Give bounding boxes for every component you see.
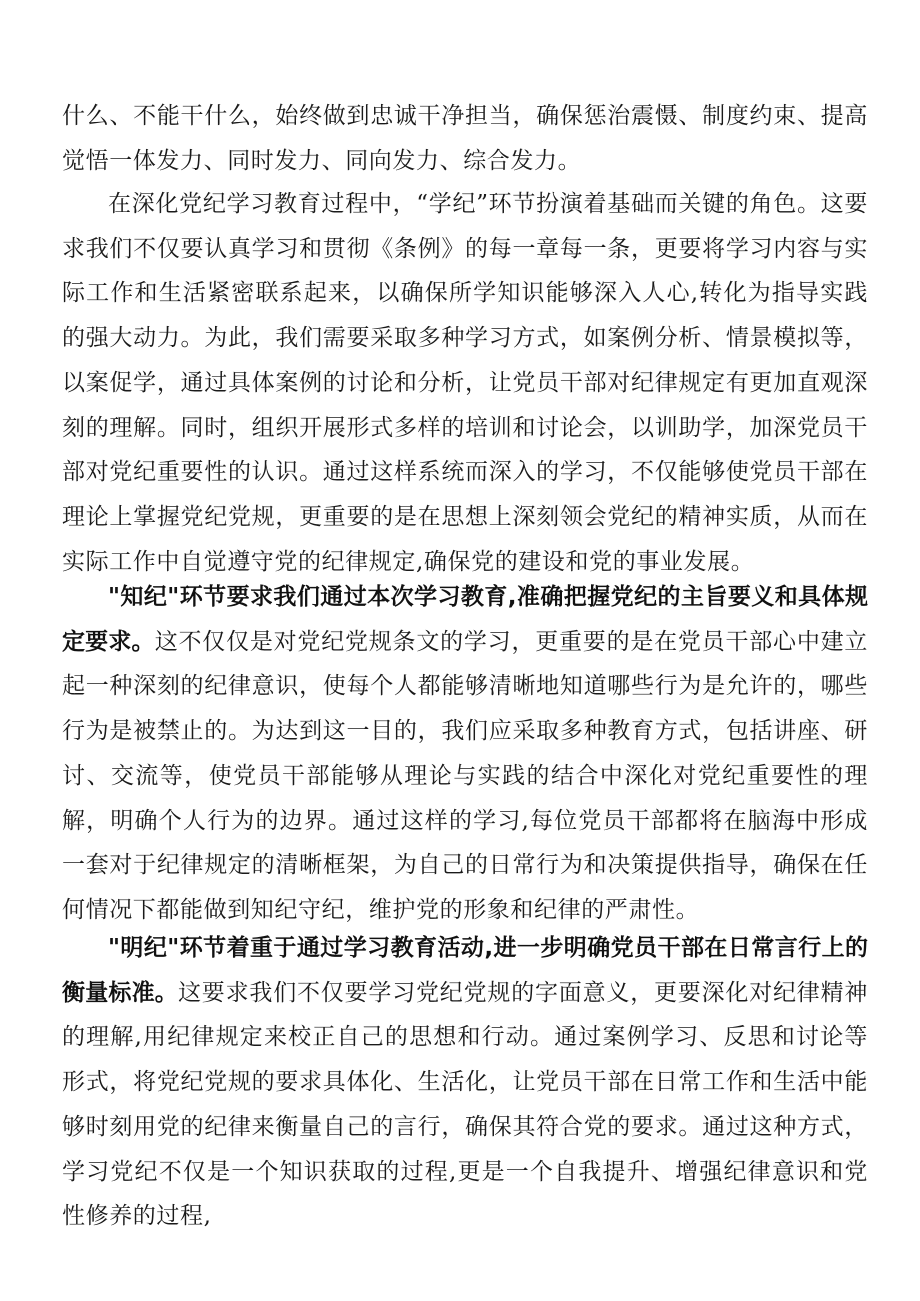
paragraph-mingji [62,926,868,1239]
paragraph-text: 这要求我们不仅要学习党纪党规的字面意义，更要深化对纪律精神的理解,用纪律规定来校正自己的思想和行动。通过案例学习、反思和讨论等形式，将党纪党规的要求具体化、生活化，让党员干部在日常工作和生活中能够时刻用党的纪律来衡量自己的言行，确保其符合党的要求。通过这种方式，学习党纪不仅是一个知识获取的过程,更是一个自我提升、增强纪律意识和党性修养的过程, [62,979,868,1230]
paragraph-text: 这不仅仅是对党纪党规条文的学习，更重要的是在党员干部心中建立起一种深刻的纪律意识，使每个人都能够清晰地知道哪些行为是允许的，哪些行为是被禁止的。为达到这一目的，我们应采取多种教育方式，包括讲座、研讨、交流等，使党员干部能够从理论与实践的结合中深化对党纪重要性的理解，明确个人行为的边界。通过这样的学习,每位党员干部都将在脑海中形成一套对于纪律规定的清晰框架，为自己的日常行为和决策提供指导，确保在任何情况下都能做到知纪守纪，维护党的形象和纪律的严肃性。 [62,628,869,923]
paragraph-text: 在深化党纪学习教育过程中，“学纪”环节扮演着基础而关键的角色。这要求我们不仅要认真学习和贯彻《条例》的每一章每一条，更要将学习内容与实际工作和生活紧密联系起来，以确保所学知识能够深入人心,转化为指导实践的强大动力。为此，我们需要采取多种学习方式，如案例分析、情景模拟等，以案促学，通过具体案例的讨论和分析，让党员干部对纪律规定有更加直观深刻的理解。同时，组织开展形式多样的培训和讨论会，以训助学，加深党员干部对党纪重要性的认识。通过这样系统而深入的学习，不仅能够使党员干部在理论上掌握党纪党规，更重要的是在思想上深刻领会党纪的精神实质，从而在实际工作中自觉遵守党的纪律规定,确保党的建设和党的事业发展。 [62,191,868,575]
paragraph-text: 什么、不能干什么，始终做到忠诚干净担当，确保惩治震慑、制度约束、提高觉悟一体发力、同时发力、同向发力、综合发力。 [62,103,868,174]
paragraph-lead-bold: "明纪"环节着重于通过学习教育活动,进一步明确党员干部在日常言行上的衡量标准。 [62,935,868,1006]
paragraph-continuation [62,94,868,183]
paragraph-lead-bold: "知纪"环节要求我们通过本次学习教育,准确把握党纪的主旨要义和具体规定要求。 [62,584,868,655]
paragraph-xueji [62,182,868,584]
paragraph-zhiji [62,575,868,933]
paragraph-body [62,926,868,1239]
paragraph-body [62,575,868,933]
